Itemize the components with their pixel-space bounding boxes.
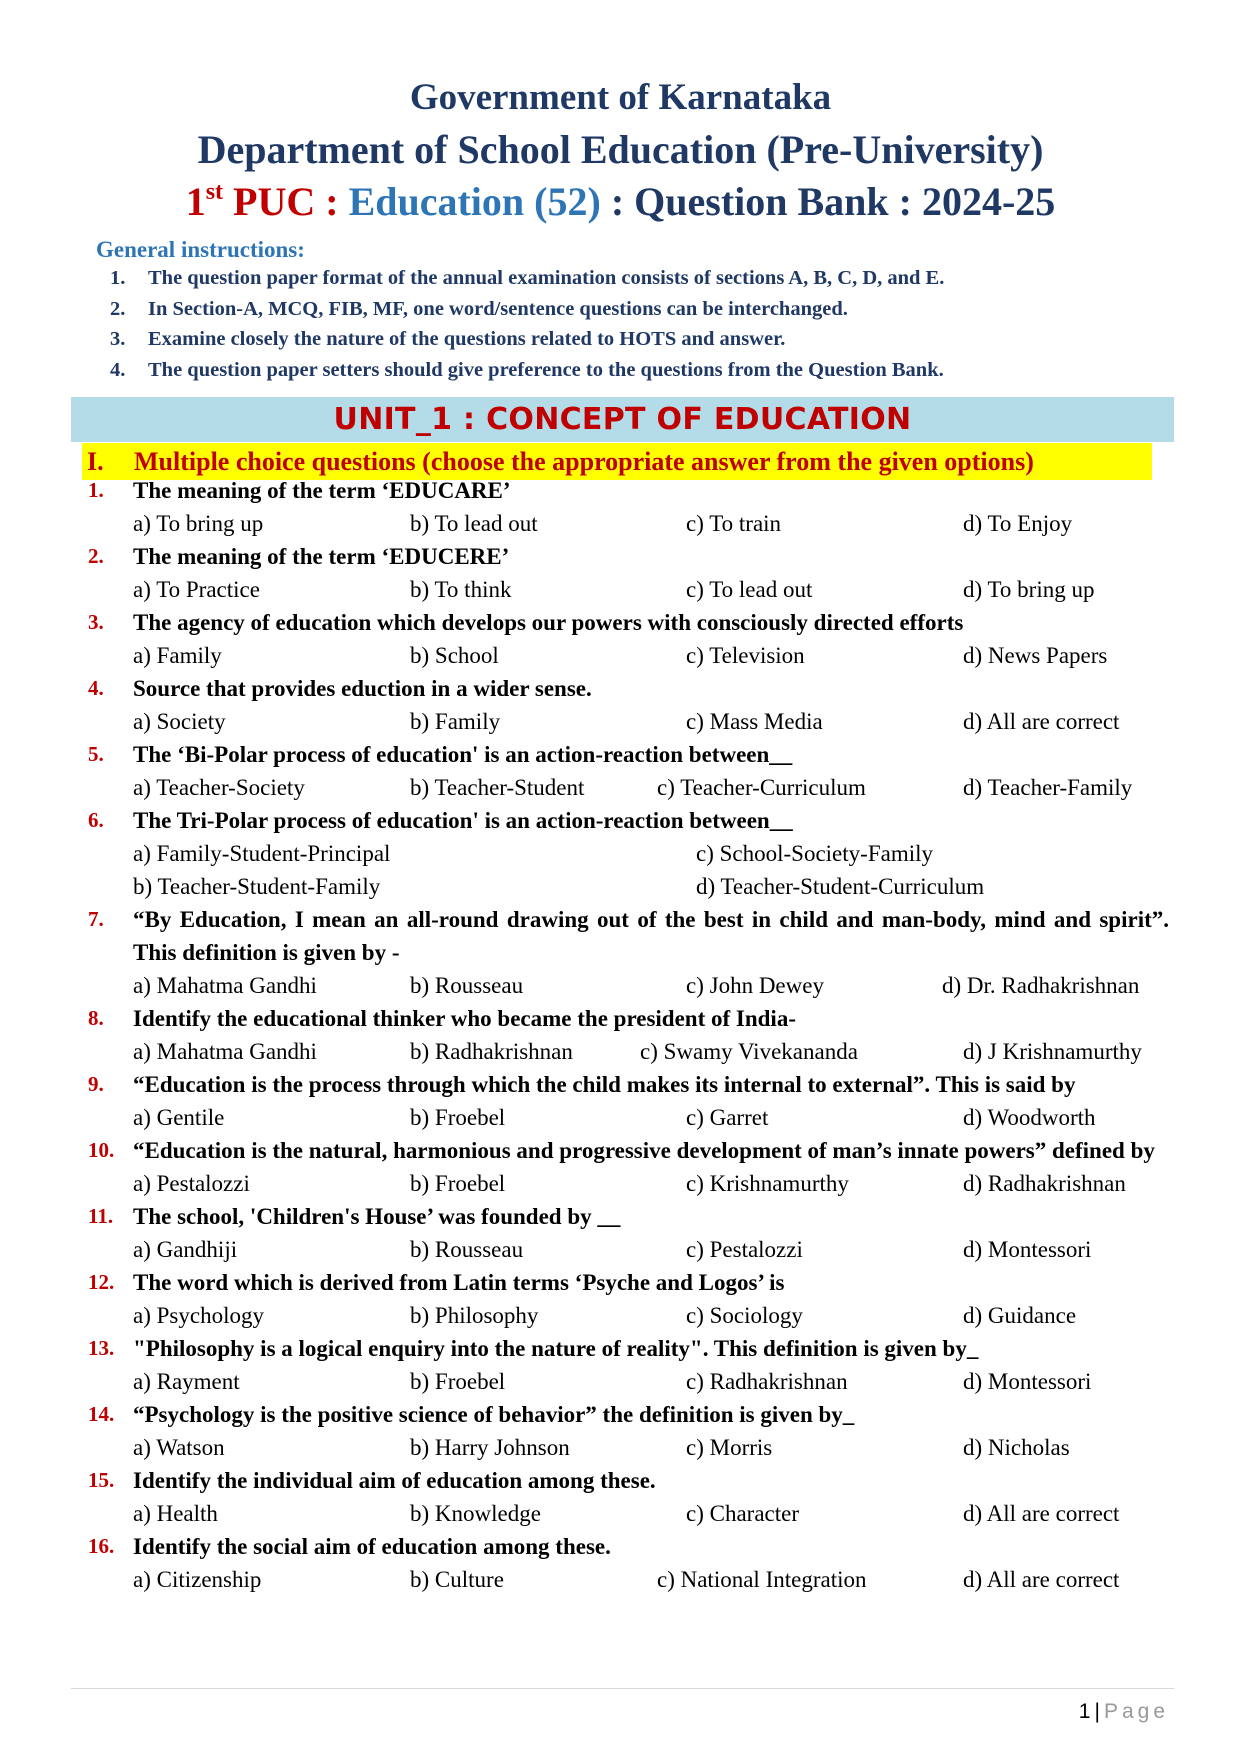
options-row	[0, 1101, 1241, 1134]
option-c: c) Garret	[686, 1105, 769, 1130]
option-d: d) Guidance	[963, 1303, 1077, 1328]
option-a: a) Citizenship	[133, 1567, 262, 1592]
instructions-list	[110, 267, 944, 389]
question-item	[0, 474, 1241, 540]
option-a: a) Teacher-Society	[133, 775, 305, 800]
option-b: b) Rousseau	[410, 1237, 524, 1262]
option-a: a) Watson	[133, 1435, 225, 1460]
options-row	[0, 1431, 1241, 1464]
option-a: a) Family-Student-Principal	[133, 841, 391, 866]
options-row	[0, 1035, 1241, 1068]
page-number: 1	[1078, 1700, 1091, 1723]
option-d: d) To bring up	[963, 577, 1095, 602]
option-d: d) All are correct	[963, 1567, 1120, 1592]
instruction-item: 4. The question paper setters should give preference to the questions from the Question Bank.	[110, 358, 944, 381]
option-c: c) School-Society-Family	[696, 841, 933, 866]
question-text: “Psychology is the positive science of behavior” the definition is given by_	[133, 1402, 855, 1427]
question-text: The agency of education which develops our powers with consciously directed efforts	[133, 610, 964, 635]
option-c: c) Sociology	[686, 1303, 803, 1328]
option-a: a) Mahatma Gandhi	[133, 973, 317, 998]
options-row	[0, 870, 1241, 903]
option-d: d) All are correct	[963, 1501, 1120, 1526]
option-d: d) Nicholas	[963, 1435, 1070, 1460]
option-c: c) Krishnamurthy	[686, 1171, 849, 1196]
question-item	[0, 1200, 1241, 1266]
question-text: "Philosophy is a logical enquiry into the nature of reality". This definition is given by_	[133, 1336, 979, 1361]
question-item	[0, 738, 1241, 804]
question-number: 11.	[88, 1204, 114, 1228]
question-text: “Education is the natural, harmonious and progressive development of man’s innate powers” defined by	[133, 1138, 1155, 1163]
question-item	[0, 1068, 1241, 1134]
course-year-suffix: st	[205, 179, 224, 205]
question-item	[0, 1002, 1241, 1068]
question-number: 3.	[88, 610, 104, 634]
option-c: c) Radhakrishnan	[686, 1369, 848, 1394]
option-b: b) Radhakrishnan	[410, 1039, 573, 1064]
section-number: I.	[87, 447, 104, 476]
options-row	[0, 573, 1241, 606]
question-number: 6.	[88, 808, 104, 832]
option-d: d) News Papers	[963, 643, 1108, 668]
question-number: 16.	[88, 1534, 115, 1558]
question-text: The ‘Bi-Polar process of education' is an action-reaction between__	[133, 742, 793, 767]
options-row	[0, 1563, 1241, 1596]
question-number: 4.	[88, 676, 104, 700]
option-b: b) Teacher-Student-Family	[133, 874, 381, 899]
question-text: Source that provides eduction in a wider sense.	[133, 676, 592, 701]
question-text: “By Education, I mean an all-round drawing out of the best in child and man-body, mind and spirit”. This definition is given by -	[133, 907, 1169, 965]
option-c: c) National Integration	[657, 1567, 867, 1592]
option-c: c) Teacher-Curriculum	[657, 775, 866, 800]
unit-heading-bar	[71, 397, 1174, 442]
question-item	[0, 540, 1241, 606]
question-text: The school, 'Children's House’ was founded by __	[133, 1204, 621, 1229]
course-subject: Education (52)	[348, 179, 601, 224]
option-b: b) Knowledge	[410, 1501, 541, 1526]
options-row	[0, 1365, 1241, 1398]
question-text: Identify the individual aim of education among these.	[133, 1468, 656, 1493]
question-text: Identify the social aim of education among these.	[133, 1534, 611, 1559]
option-d: d) Dr. Radhakrishnan	[942, 973, 1140, 998]
question-number: 9.	[88, 1072, 104, 1096]
option-a: a) Family	[133, 643, 222, 668]
course-year: 1	[185, 179, 206, 224]
option-d: d) Montessori	[963, 1237, 1092, 1262]
instruction-item: 2. In Section-A, MCQ, FIB, MF, one word/sentence questions can be interchanged.	[110, 297, 848, 320]
question-item	[0, 1134, 1241, 1200]
option-d: d) Montessori	[963, 1369, 1092, 1394]
option-a: a) Health	[133, 1501, 218, 1526]
option-c: c) John Dewey	[686, 973, 824, 998]
options-row	[0, 969, 1241, 1002]
question-item	[0, 1464, 1241, 1530]
option-a: a) Society	[133, 709, 226, 734]
option-b: b) Froebel	[410, 1105, 506, 1130]
footer-divider	[71, 1688, 1174, 1689]
question-item	[0, 672, 1241, 738]
question-number: 15.	[88, 1468, 115, 1492]
footer-separator: |	[1094, 1700, 1100, 1723]
option-b: b) Froebel	[410, 1171, 506, 1196]
options-row	[0, 1497, 1241, 1530]
question-item	[0, 1266, 1241, 1332]
option-d: d) Teacher-Student-Curriculum	[696, 874, 985, 899]
course-puc: PUC :	[223, 179, 349, 224]
option-b: b) Rousseau	[410, 973, 524, 998]
question-item	[0, 804, 1241, 903]
department-title: Department of School Education (Pre-University)	[197, 127, 1044, 172]
option-a: a) Gandhiji	[133, 1237, 238, 1262]
option-a: a) Rayment	[133, 1369, 240, 1394]
question-text: The meaning of the term ‘EDUCARE’	[133, 478, 511, 503]
option-c: c) Character	[686, 1501, 800, 1526]
options-row	[0, 1167, 1241, 1200]
option-c: c) To lead out	[686, 577, 813, 602]
option-b: b) Teacher-Student	[410, 775, 585, 800]
option-b: b) Froebel	[410, 1369, 506, 1394]
option-a: a) Psychology	[133, 1303, 264, 1328]
option-c: c) Swamy Vivekananda	[640, 1039, 858, 1064]
question-text: The word which is derived from Latin terms ‘Psyche and Logos’ is	[133, 1270, 785, 1295]
option-a: a) Pestalozzi	[133, 1171, 250, 1196]
options-row	[0, 639, 1241, 672]
question-number: 5.	[88, 742, 104, 766]
page-label: Page	[1103, 1700, 1169, 1723]
option-a: a) To bring up	[133, 511, 264, 536]
options-row	[0, 1299, 1241, 1332]
question-item	[0, 903, 1241, 1002]
question-number: 10.	[88, 1138, 115, 1162]
question-number: 8.	[88, 1006, 104, 1030]
option-c: c) Morris	[686, 1435, 773, 1460]
question-list	[0, 474, 1241, 1596]
section-title: Multiple choice questions (choose the appropriate answer from the given options)	[134, 447, 1034, 476]
course-bank: : Question Bank : 2024-25	[600, 179, 1056, 224]
option-c: c) Pestalozzi	[686, 1237, 803, 1262]
option-b: b) Harry Johnson	[410, 1435, 570, 1460]
unit-title: UNIT_1 : CONCEPT OF EDUCATION	[333, 402, 912, 437]
question-number: 1.	[88, 478, 104, 502]
option-d: d) J Krishnamurthy	[963, 1039, 1142, 1064]
question-number: 12.	[88, 1270, 115, 1294]
option-b: b) To think	[410, 577, 512, 602]
options-row	[0, 771, 1241, 804]
option-a: a) Gentile	[133, 1105, 225, 1130]
page-footer	[1079, 1700, 1169, 1724]
option-d: d) All are correct	[963, 709, 1120, 734]
option-b: b) Culture	[410, 1567, 504, 1592]
question-item	[0, 1332, 1241, 1398]
option-d: d) Woodworth	[963, 1105, 1096, 1130]
instructions-title: General instructions:	[96, 237, 305, 262]
question-text: “Education is the process through which the child makes its internal to external”. This is said by	[133, 1072, 1076, 1097]
question-number: 2.	[88, 544, 104, 568]
question-text: The Tri-Polar process of education' is an action-reaction between__	[133, 808, 793, 833]
option-a: a) To Practice	[133, 577, 260, 602]
options-row	[0, 507, 1241, 540]
question-item	[0, 606, 1241, 672]
course-title	[0, 178, 1241, 225]
option-b: b) Family	[410, 709, 501, 734]
question-number: 14.	[88, 1402, 115, 1426]
instruction-item: 1. The question paper format of the annual examination consists of sections A, B, C, D, and E.	[110, 267, 945, 289]
option-d: d) Radhakrishnan	[963, 1171, 1126, 1196]
option-b: b) Philosophy	[410, 1303, 539, 1328]
question-item	[0, 1398, 1241, 1464]
option-a: a) Mahatma Gandhi	[133, 1039, 317, 1064]
option-d: d) Teacher-Family	[963, 775, 1133, 800]
options-row	[0, 705, 1241, 738]
question-text: The meaning of the term ‘EDUCERE’	[133, 544, 510, 569]
option-d: d) To Enjoy	[963, 511, 1073, 536]
options-row	[0, 837, 1241, 870]
option-c: c) Mass Media	[686, 709, 823, 734]
instruction-item: 3. Examine closely the nature of the questions related to HOTS and answer.	[110, 328, 786, 350]
government-title: Government of Karnataka	[409, 77, 832, 118]
option-c: c) To train	[686, 511, 782, 536]
option-b: b) School	[410, 643, 499, 668]
question-text: Identify the educational thinker who became the president of India-	[133, 1006, 796, 1031]
option-b: b) To lead out	[410, 511, 538, 536]
question-item	[0, 1530, 1241, 1596]
options-row	[0, 1233, 1241, 1266]
option-c: c) Television	[686, 643, 805, 668]
question-number: 13.	[88, 1336, 115, 1360]
question-number: 7.	[88, 907, 104, 931]
